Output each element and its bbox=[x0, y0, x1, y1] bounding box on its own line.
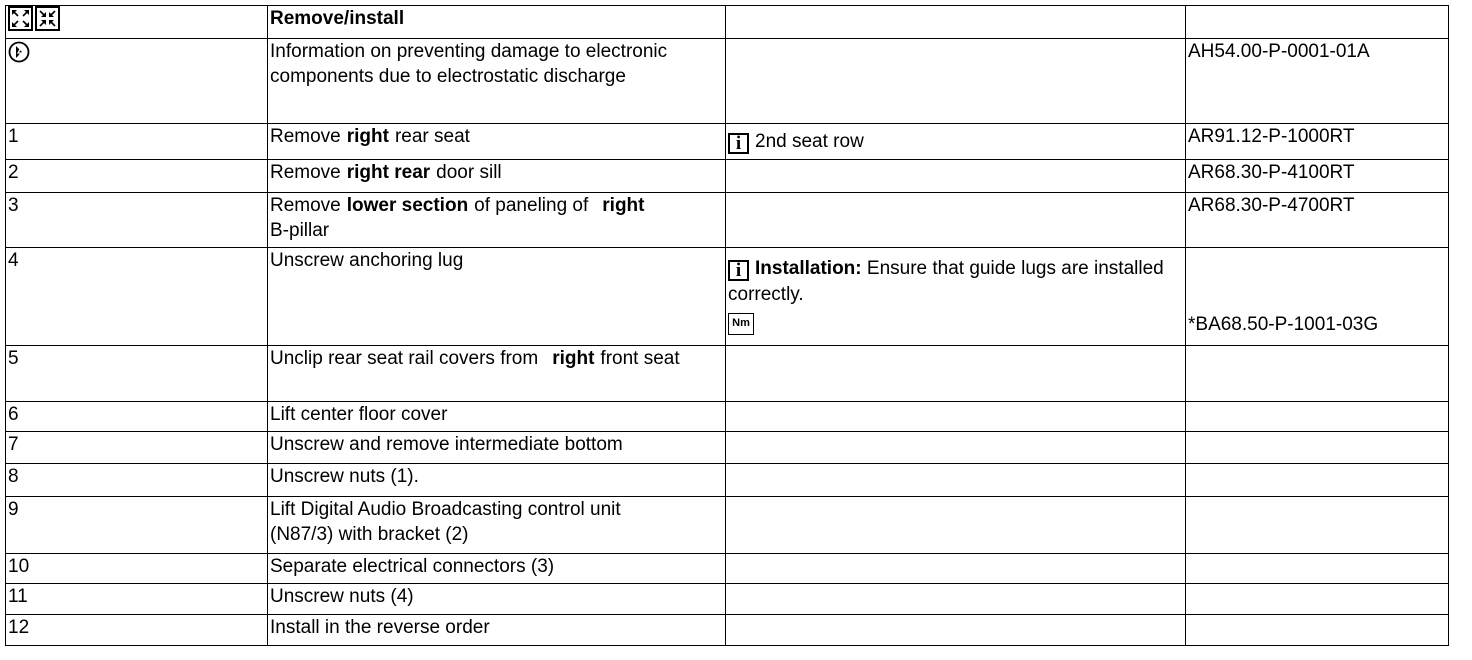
step-note-cell bbox=[726, 248, 1186, 346]
table-row bbox=[6, 346, 1449, 402]
table-row bbox=[6, 464, 1449, 497]
header-empty-cell bbox=[1186, 6, 1449, 39]
collapse-arrows-icon[interactable] bbox=[35, 6, 60, 31]
step-description-cell bbox=[268, 124, 726, 160]
table-row bbox=[6, 432, 1449, 464]
step-description-cell bbox=[268, 432, 726, 464]
table-row bbox=[6, 615, 1449, 646]
step-reference-cell bbox=[1186, 124, 1449, 160]
step-emphasis: right bbox=[346, 126, 389, 147]
step-text: Remove bbox=[270, 126, 341, 147]
note-label: Installation: bbox=[755, 258, 862, 279]
header-row bbox=[6, 6, 1449, 39]
torque-icon[interactable]: Nm bbox=[728, 313, 754, 335]
table-row bbox=[6, 124, 1449, 160]
step-reference-cell bbox=[1186, 584, 1449, 615]
info-icon: i bbox=[728, 133, 749, 154]
step-reference-cell bbox=[1186, 346, 1449, 402]
electrostatic-warning-icon bbox=[8, 41, 30, 63]
step-number-cell bbox=[6, 464, 268, 497]
step-reference-cell bbox=[1186, 402, 1449, 432]
step-note-cell bbox=[726, 193, 1186, 248]
step-text: door sill bbox=[436, 162, 502, 183]
step-description-cell bbox=[268, 39, 726, 124]
step-description: Install in the reverse order bbox=[270, 617, 490, 638]
step-description-cell bbox=[268, 584, 726, 615]
procedure-table bbox=[5, 5, 1449, 646]
step-emphasis: right rear bbox=[346, 162, 431, 183]
step-number: 3 bbox=[8, 195, 19, 216]
page-title: Remove/install bbox=[270, 8, 405, 29]
table-row bbox=[6, 39, 1449, 124]
step-emphasis: right bbox=[602, 195, 645, 216]
step-note-cell bbox=[726, 402, 1186, 432]
expand-arrows-icon[interactable] bbox=[8, 6, 33, 31]
step-emphasis: right bbox=[552, 348, 595, 369]
header-title-cell bbox=[268, 6, 726, 39]
step-description-cell bbox=[268, 402, 726, 432]
step-note-cell bbox=[726, 160, 1186, 193]
step-note-cell bbox=[726, 346, 1186, 402]
step-number-cell bbox=[6, 193, 268, 248]
step-reference-link[interactable]: AR91.12-P-1000RT bbox=[1188, 126, 1355, 147]
table-row bbox=[6, 160, 1449, 193]
step-text: Unclip rear seat rail covers from bbox=[270, 348, 539, 369]
step-number-cell bbox=[6, 402, 268, 432]
header-empty-cell bbox=[726, 6, 1186, 39]
step-number-cell bbox=[6, 615, 268, 646]
table-row bbox=[6, 402, 1449, 432]
step-reference-link[interactable]: AR68.30-P-4700RT bbox=[1188, 195, 1355, 216]
step-number-cell bbox=[6, 584, 268, 615]
step-number: 8 bbox=[8, 466, 19, 487]
step-description-cell bbox=[268, 248, 726, 346]
step-number-cell bbox=[6, 346, 268, 402]
step-description-cell bbox=[268, 554, 726, 584]
step-number-cell bbox=[6, 432, 268, 464]
step-description-cell bbox=[268, 160, 726, 193]
step-number: 10 bbox=[8, 556, 30, 577]
step-number: 5 bbox=[8, 348, 19, 369]
step-description: Unscrew nuts (1). bbox=[270, 466, 419, 487]
step-reference-cell bbox=[1186, 160, 1449, 193]
step-text: front seat bbox=[600, 348, 680, 369]
step-description-cell bbox=[268, 193, 726, 248]
step-note-cell bbox=[726, 464, 1186, 497]
step-text: B-pillar bbox=[270, 220, 330, 241]
step-text: of paneling of bbox=[474, 195, 589, 216]
step-text: (N87/3) with bracket (2) bbox=[270, 524, 469, 545]
step-reference-cell bbox=[1186, 248, 1449, 346]
step-number: 1 bbox=[8, 126, 19, 147]
step-reference-link[interactable]: *BA68.50-P-1001-03G bbox=[1188, 314, 1379, 335]
step-note-cell bbox=[726, 124, 1186, 160]
step-number: 9 bbox=[8, 499, 19, 520]
step-reference-cell bbox=[1186, 554, 1449, 584]
step-number: 2 bbox=[8, 162, 19, 183]
step-number: 6 bbox=[8, 404, 19, 425]
step-number-cell bbox=[6, 554, 268, 584]
step-number: 11 bbox=[8, 586, 28, 607]
step-note-cell bbox=[726, 39, 1186, 124]
table-row bbox=[6, 584, 1449, 615]
step-note-cell bbox=[726, 615, 1186, 646]
step-number-cell bbox=[6, 39, 268, 124]
step-description-cell bbox=[268, 497, 726, 554]
step-description-cell bbox=[268, 464, 726, 497]
step-description-cell bbox=[268, 615, 726, 646]
step-note: 2nd seat row bbox=[755, 131, 864, 152]
step-number: 4 bbox=[8, 250, 19, 271]
step-description: Information on preventing damage to electronic components due to electrostatic discharge bbox=[270, 41, 668, 87]
table-row bbox=[6, 193, 1449, 248]
step-reference-cell bbox=[1186, 615, 1449, 646]
step-number-cell bbox=[6, 248, 268, 346]
table-row bbox=[6, 497, 1449, 554]
step-text: Remove bbox=[270, 162, 341, 183]
step-description: Unscrew and remove intermediate bottom bbox=[270, 434, 623, 455]
step-reference-cell bbox=[1186, 39, 1449, 124]
step-note: Ensure that guide lugs are installed correctly. bbox=[728, 258, 1164, 305]
header-icons-cell bbox=[6, 6, 268, 39]
info-icon: i bbox=[728, 260, 749, 281]
step-description: Separate electrical connectors (3) bbox=[270, 556, 555, 577]
step-number-cell bbox=[6, 497, 268, 554]
step-number-cell bbox=[6, 124, 268, 160]
step-note-cell bbox=[726, 584, 1186, 615]
step-note-cell bbox=[726, 432, 1186, 464]
step-text: Remove bbox=[270, 195, 341, 216]
step-text: rear seat bbox=[394, 126, 470, 147]
step-reference-cell bbox=[1186, 193, 1449, 248]
table-row bbox=[6, 248, 1449, 346]
step-description: Lift center floor cover bbox=[270, 404, 448, 425]
step-text: Lift Digital Audio Broadcasting control unit bbox=[270, 499, 621, 520]
step-number: 7 bbox=[8, 434, 19, 455]
step-description: Unscrew nuts (4) bbox=[270, 586, 414, 607]
step-reference-cell bbox=[1186, 464, 1449, 497]
step-description: Unscrew anchoring lug bbox=[270, 250, 464, 271]
step-note-cell bbox=[726, 497, 1186, 554]
step-description-cell bbox=[268, 346, 726, 402]
step-reference-cell bbox=[1186, 497, 1449, 554]
step-number: 12 bbox=[8, 617, 30, 638]
step-reference-link[interactable]: AH54.00-P-0001-01A bbox=[1188, 41, 1370, 62]
table-row bbox=[6, 554, 1449, 584]
step-number-cell bbox=[6, 160, 268, 193]
step-reference-cell bbox=[1186, 432, 1449, 464]
step-emphasis: lower section bbox=[346, 195, 469, 216]
step-reference-link[interactable]: AR68.30-P-4100RT bbox=[1188, 162, 1355, 183]
step-note-cell bbox=[726, 554, 1186, 584]
